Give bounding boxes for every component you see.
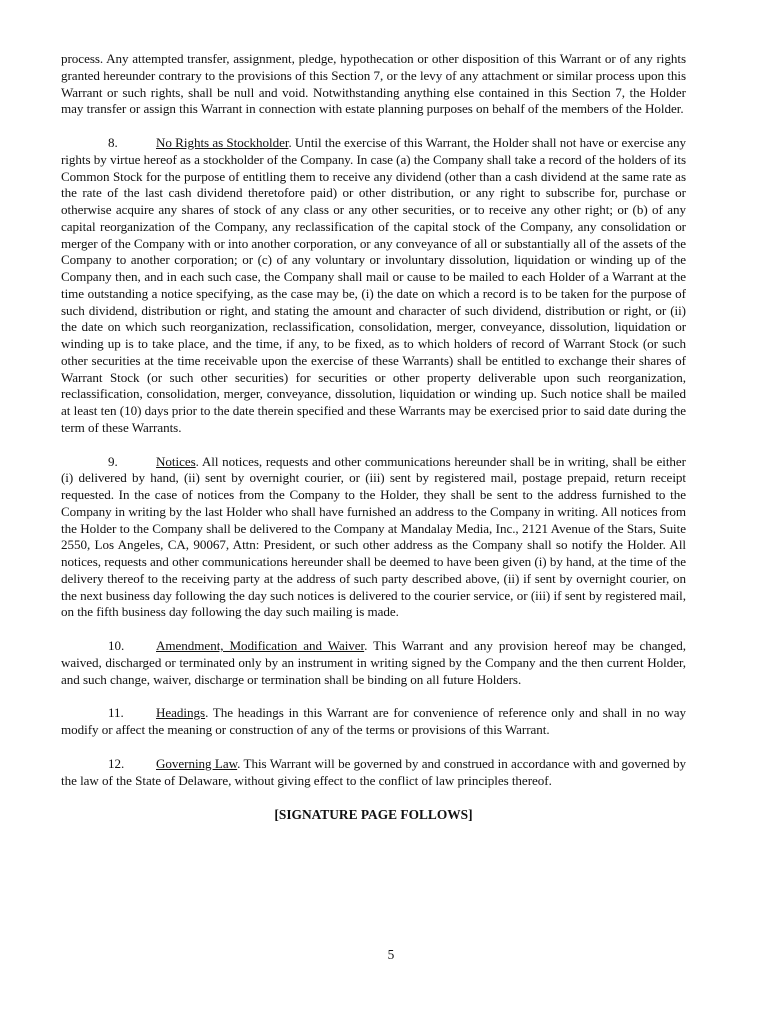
section-heading: Amendment, Modification and Waiver bbox=[156, 638, 365, 653]
document-page bbox=[61, 51, 686, 823]
section-heading: Governing Law bbox=[156, 755, 238, 771]
section-heading: Headings bbox=[156, 705, 206, 721]
section-body: . This Warrant and any provision hereof may be changed, waived, discharged or terminated only by an instrument in writing signed by the Company and the then current Holder, and such change, waiver, discharge or termination shall be binding on all future Holders. bbox=[61, 638, 686, 687]
signature-page-notice: [SIGNATURE PAGE FOLLOWS] bbox=[274, 807, 473, 823]
section-12 bbox=[61, 756, 686, 790]
section-11 bbox=[61, 705, 686, 739]
section-number: 11. bbox=[108, 705, 124, 721]
section-9 bbox=[61, 454, 686, 622]
page-number: 5 bbox=[387, 947, 395, 962]
section-body: . The headings in this Warrant are for convenience of reference only and shall in no way modify or affect the meaning or construction of any of the terms or provisions of this Warrant. bbox=[61, 705, 686, 737]
section-number: 9. bbox=[108, 453, 118, 469]
section-number: 12. bbox=[108, 755, 125, 771]
section-number: 10. bbox=[108, 638, 125, 653]
section-heading: Notices bbox=[156, 453, 196, 469]
section-8 bbox=[61, 135, 686, 437]
section-number: 8. bbox=[108, 135, 118, 150]
section-body: . All notices, requests and other communications hereunder shall be in writing, shall be either (i) delivered by hand, (ii) sent by overnight courier, or (iii) sent by registered mail, postage prepaid, return receipt requested. In the case of notices from the Company to the Holder, they shall be sent to the address furnished to the Company in writing by the last Holder who shall have furnished an address to the Company in writing. All notices from the Holder to the Company shall be delivered to the Company at Mandalay Media, Inc., 2121 Avenue of the Stars, Suite 2550, Los Angeles, CA, 90067, Attn: President, or such other address as the Company shall so notify the Holder. All notices, requests and other communications hereunder shall be deemed to have been given (i) by hand, at the time of the delivery thereof to the receiving party at the address of such party described above, (ii) if sent by overnight courier, on the next business day following the day such notices is delivered to the courier service, or (iii) if sent by registered mail, on the fifth business day following the day such mailing is made. bbox=[61, 453, 686, 620]
section-heading: No Rights as Stockholder bbox=[156, 135, 289, 150]
continuation-paragraph: process. Any attempted transfer, assignment, pledge, hypothecation or other disposition of this Warrant or of any rights granted hereunder contrary to the provisions of this Section 7, or the levy of any attachment or similar process upon this Warrant or such rights, shall be null and void. Notwithstanding anything else contained in this Section 7, the Holder may transfer or assign this Warrant in connection with estate planning purposes on behalf of the members of the Holder. bbox=[61, 51, 686, 117]
section-10 bbox=[61, 638, 686, 688]
section-body: . This Warrant will be governed by and construed in accordance with and governed by the law of the State of Delaware, without giving effect to the conflict of law principles thereof. bbox=[61, 755, 686, 788]
section-body: . Until the exercise of this Warrant, the Holder shall not have or exercise any rights by virtue hereof as a stockholder of the Company. In case (a) the Company shall take a record of the holders of its Common Stock for the purpose of entitling them to receive any dividend (other than a cash dividend at the same rate as the rate of the last cash dividend theretofore paid) or other distribution, or any right to subscribe for, purchase or otherwise acquire any shares of stock of any class or any other securities, or to receive any other right; or (b) of any capital reorganization of the Company, any reclassification of the capital stock of the Company, any consolidation or merger of the Company with or into another corporation, or any conveyance of all or substantially all of the assets of the Company to another corporation; or (c) of any voluntary or involuntary dissolution, liquidation or winding up of the Company then, and in each such case, the Company shall mail or cause to be mailed to each Holder of a Warrant at the time outstanding a notice specifying, as the case may be, (i) the date on which a record is to be taken for the purpose of such dividend, distribution or right, and stating the amount and character of such dividend, distribution or right, or (ii) the date on which such reorganization, reclassification, consolidation, merger, conveyance, dissolution, liquidation or winding up is to take place, and the time, if any, to be fixed, as to which holders of record of Warrant Stock (or such other securities at the time receivable upon the exercise of these Warrants) shall be entitled to exchange their shares of Warrant Stock (or such other securities) for securities or other property deliverable upon such reorganization, reclassification, consolidation, merger, conveyance, dissolution, liquidation or winding up. Such notice shall be mailed at least ten (10) days prior to the date therein specified and these Warrants may be exercised prior to said date during the term of these Warrants. bbox=[61, 135, 686, 435]
